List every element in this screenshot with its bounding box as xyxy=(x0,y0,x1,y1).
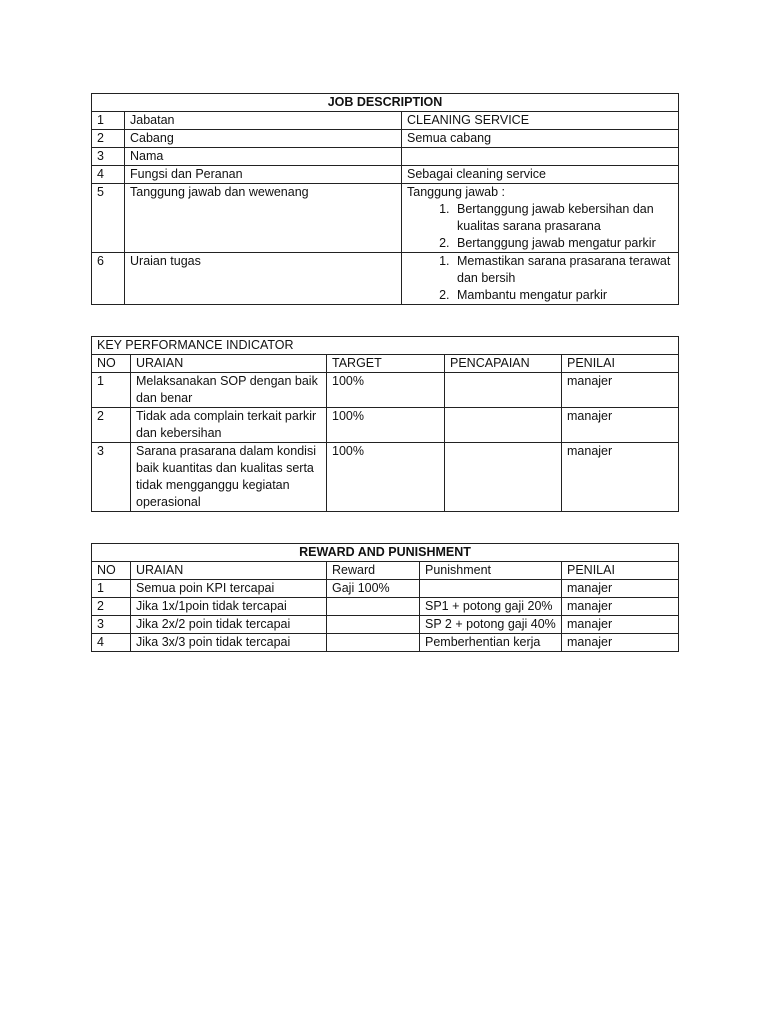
table-row xyxy=(92,443,679,512)
row-number: 6 xyxy=(92,253,125,305)
row-number: 4 xyxy=(92,166,125,184)
cell-penilai: manajer xyxy=(562,373,679,408)
cell-target: 100% xyxy=(327,408,445,443)
job-description-title: JOB DESCRIPTION xyxy=(92,94,679,112)
cell-no: 1 xyxy=(92,373,131,408)
responsibility-list xyxy=(407,201,673,252)
tasks-list xyxy=(407,253,673,304)
cell-penilai: manajer xyxy=(562,580,679,598)
kpi-title: KEY PERFORMANCE INDICATOR xyxy=(92,337,679,355)
table-row xyxy=(92,112,679,130)
cell-pencapaian xyxy=(445,443,562,512)
table-row xyxy=(92,616,679,634)
row-label: Tanggung jawab dan wewenang xyxy=(125,184,402,253)
tasks-cell xyxy=(402,253,679,305)
row-label: Jabatan xyxy=(125,112,402,130)
list-item: 1. Memastikan sarana prasarana terawat dan bersih xyxy=(453,253,673,287)
table-row xyxy=(92,580,679,598)
column-header: PENILAI xyxy=(562,562,679,580)
cell-pencapaian xyxy=(445,373,562,408)
cell-punishment xyxy=(420,580,562,598)
row-number: 1 xyxy=(92,112,125,130)
cell-punishment: Pemberhentian kerja xyxy=(420,634,562,652)
cell-reward xyxy=(327,616,420,634)
cell-penilai: manajer xyxy=(562,616,679,634)
table-header-row xyxy=(92,562,679,580)
cell-target: 100% xyxy=(327,373,445,408)
cell-uraian: Sarana prasarana dalam kondisi baik kuantitas dan kualitas serta tidak mengganggu kegiatan operasional xyxy=(131,443,327,512)
table-row xyxy=(92,373,679,408)
row-value: CLEANING SERVICE xyxy=(402,112,679,130)
column-header: PENILAI xyxy=(562,355,679,373)
column-header: URAIAN xyxy=(131,355,327,373)
table-header-row xyxy=(92,355,679,373)
table-row xyxy=(92,148,679,166)
table-row xyxy=(92,634,679,652)
row-number: 3 xyxy=(92,148,125,166)
cell-punishment: SP1 + potong gaji 20% xyxy=(420,598,562,616)
cell-no: 2 xyxy=(92,598,131,616)
cell-uraian: Tidak ada complain terkait parkir dan kebersihan xyxy=(131,408,327,443)
table-row xyxy=(92,166,679,184)
column-header: Reward xyxy=(327,562,420,580)
row-label: Fungsi dan Peranan xyxy=(125,166,402,184)
list-item: 2. Mambantu mengatur parkir xyxy=(453,287,673,304)
cell-uraian: Semua poin KPI tercapai xyxy=(131,580,327,598)
cell-uraian: Jika 1x/1poin tidak tercapai xyxy=(131,598,327,616)
row-label: Nama xyxy=(125,148,402,166)
table-row xyxy=(92,184,679,253)
column-header: TARGET xyxy=(327,355,445,373)
column-header: NO xyxy=(92,355,131,373)
cell-punishment: SP 2 + potong gaji 40% xyxy=(420,616,562,634)
table-row xyxy=(92,598,679,616)
table-row xyxy=(92,130,679,148)
column-header: PENCAPAIAN xyxy=(445,355,562,373)
column-header: Punishment xyxy=(420,562,562,580)
cell-no: 3 xyxy=(92,616,131,634)
list-item: 2. Bertanggung jawab mengatur parkir xyxy=(453,235,673,252)
cell-penilai: manajer xyxy=(562,443,679,512)
responsibility-cell xyxy=(402,184,679,253)
cell-reward xyxy=(327,598,420,616)
cell-penilai: manajer xyxy=(562,598,679,616)
row-value: Sebagai cleaning service xyxy=(402,166,679,184)
row-value xyxy=(402,148,679,166)
kpi-table xyxy=(91,336,679,512)
row-value: Semua cabang xyxy=(402,130,679,148)
cell-no: 1 xyxy=(92,580,131,598)
row-label: Uraian tugas xyxy=(125,253,402,305)
reward-punishment-table xyxy=(91,543,679,652)
column-header: URAIAN xyxy=(131,562,327,580)
reward-punishment-title: REWARD AND PUNISHMENT xyxy=(92,544,679,562)
cell-reward: Gaji 100% xyxy=(327,580,420,598)
cell-uraian: Melaksanakan SOP dengan baik dan benar xyxy=(131,373,327,408)
cell-target: 100% xyxy=(327,443,445,512)
table-row xyxy=(92,408,679,443)
job-description-table xyxy=(91,93,679,305)
table-row xyxy=(92,253,679,305)
column-header: NO xyxy=(92,562,131,580)
cell-penilai: manajer xyxy=(562,634,679,652)
cell-pencapaian xyxy=(445,408,562,443)
responsibility-intro: Tanggung jawab : xyxy=(407,185,505,199)
row-number: 2 xyxy=(92,130,125,148)
cell-no: 4 xyxy=(92,634,131,652)
cell-no: 3 xyxy=(92,443,131,512)
cell-reward xyxy=(327,634,420,652)
list-item: 1. Bertanggung jawab kebersihan dan kualitas sarana prasarana xyxy=(453,201,673,235)
row-number: 5 xyxy=(92,184,125,253)
row-label: Cabang xyxy=(125,130,402,148)
cell-no: 2 xyxy=(92,408,131,443)
cell-penilai: manajer xyxy=(562,408,679,443)
cell-uraian: Jika 2x/2 poin tidak tercapai xyxy=(131,616,327,634)
cell-uraian: Jika 3x/3 poin tidak tercapai xyxy=(131,634,327,652)
